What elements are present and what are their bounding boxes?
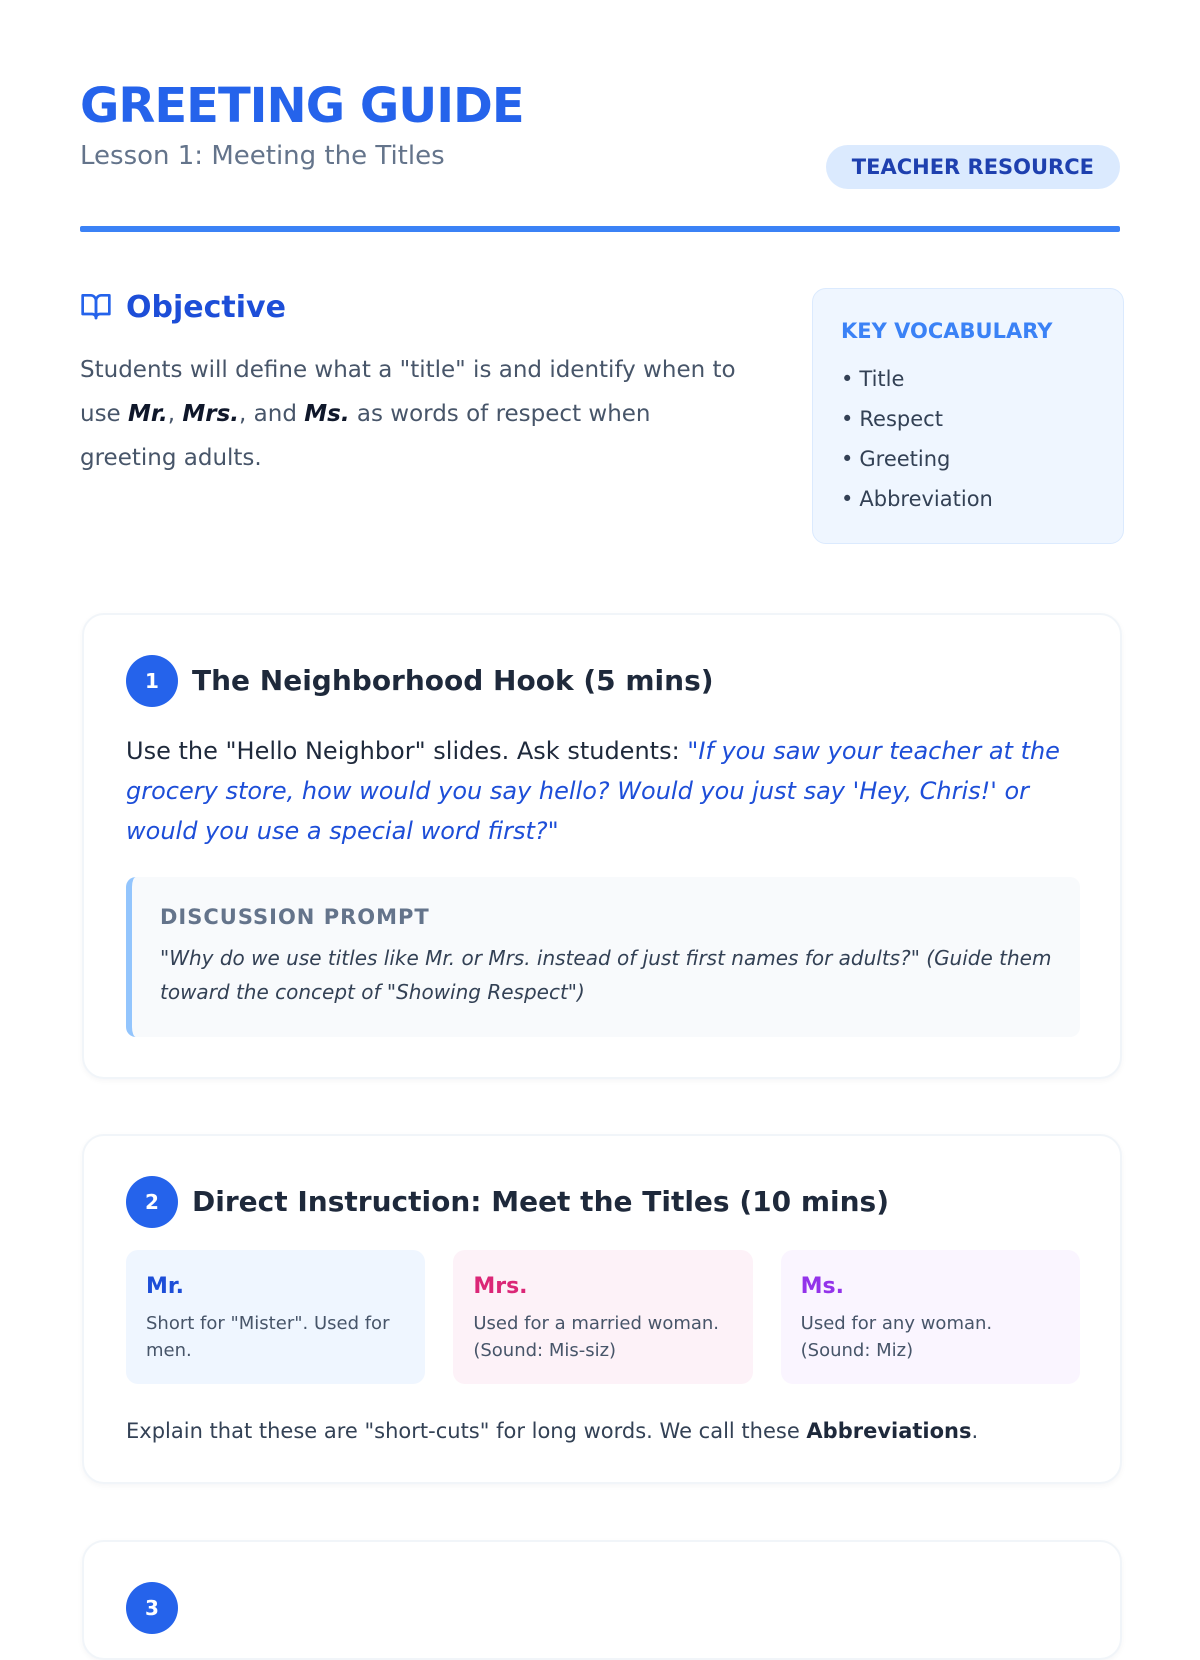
section-header	[126, 655, 714, 707]
objective-section	[80, 288, 740, 480]
page-title: GREETING GUIDE	[80, 78, 524, 134]
section-card-instruction	[82, 1134, 1122, 1484]
explain-text: Explain that these are "short-cuts" for long words. We call these	[126, 1419, 807, 1443]
vocabulary-item: • Abbreviation	[841, 479, 1095, 519]
title-card-ms	[781, 1250, 1080, 1384]
section-header	[126, 1582, 178, 1634]
vocabulary-item: • Greeting	[841, 439, 1095, 479]
header-divider	[80, 226, 1120, 232]
hook-text: Use the "Hello Neighbor" slides. Ask students:	[126, 737, 688, 765]
book-icon	[80, 290, 112, 326]
prompt-text: "Why do we use titles like Mr. or Mrs. instead of just first names for adults?" (Guide them toward the concept of "Showing Respect")	[160, 946, 1052, 1004]
title-card-name: Mr.	[146, 1274, 184, 1299]
prompt-label: DISCUSSION PROMPT	[160, 905, 430, 929]
abbreviation-explanation	[126, 1416, 1076, 1446]
section-title: The Neighborhood Hook (5 mins)	[192, 664, 714, 697]
title-mr: Mr.	[128, 401, 168, 427]
step-number-badge: 2	[126, 1176, 178, 1228]
title-cards	[126, 1250, 1080, 1384]
title-card-description: Used for a married woman. (Sound: Mis-siz)	[473, 1313, 720, 1361]
section-card-hook	[82, 613, 1122, 1079]
explain-term: Abbreviations	[806, 1419, 972, 1443]
title-ms: Ms.	[304, 401, 350, 427]
objective-header	[80, 288, 740, 328]
section-header	[126, 1176, 889, 1228]
section-title: Direct Instruction: Meet the Titles (10 mins)	[192, 1185, 890, 1218]
vocabulary-heading: KEY VOCABULARY	[841, 319, 1053, 343]
step-number-badge: 1	[126, 655, 178, 707]
section-card-3	[82, 1540, 1122, 1660]
title-card-mr	[126, 1250, 425, 1384]
objective-heading: Objective	[126, 290, 286, 325]
title-card-description: Used for any woman. (Sound: Miz)	[800, 1313, 993, 1361]
lesson-subtitle: Lesson 1: Meeting the Titles	[80, 141, 445, 171]
objective-text-part: as words of respect when greeting adults.	[80, 401, 651, 471]
title-card-description: Short for "Mister". Used for men.	[146, 1313, 390, 1361]
objective-separator: , and	[239, 401, 305, 427]
objective-text	[80, 348, 740, 480]
vocabulary-item: • Respect	[841, 399, 1095, 439]
step-number-badge: 3	[126, 1582, 178, 1634]
title-mrs: Mrs.	[182, 401, 240, 427]
objective-separator: ,	[167, 401, 183, 427]
discussion-prompt	[126, 877, 1080, 1037]
page-header	[80, 76, 1120, 179]
explain-end: .	[971, 1419, 979, 1443]
objective-text-part: Students will define what a "title" is and identify when to use	[80, 357, 736, 427]
hook-quote: "If you saw your teacher at the grocery store, how would you say hello? Would you just say 'Hey, Chris!' or would you use a special word first?"	[126, 737, 1060, 845]
hook-instructions	[126, 731, 1076, 851]
title-card-name: Mrs.	[473, 1274, 528, 1299]
teacher-resource-badge: TEACHER RESOURCE	[826, 145, 1120, 189]
key-vocabulary-box	[812, 288, 1124, 544]
title-card-mrs	[453, 1250, 752, 1384]
title-card-name: Ms.	[800, 1274, 845, 1299]
vocabulary-item: • Title	[841, 359, 1095, 399]
vocabulary-list	[841, 359, 1095, 519]
